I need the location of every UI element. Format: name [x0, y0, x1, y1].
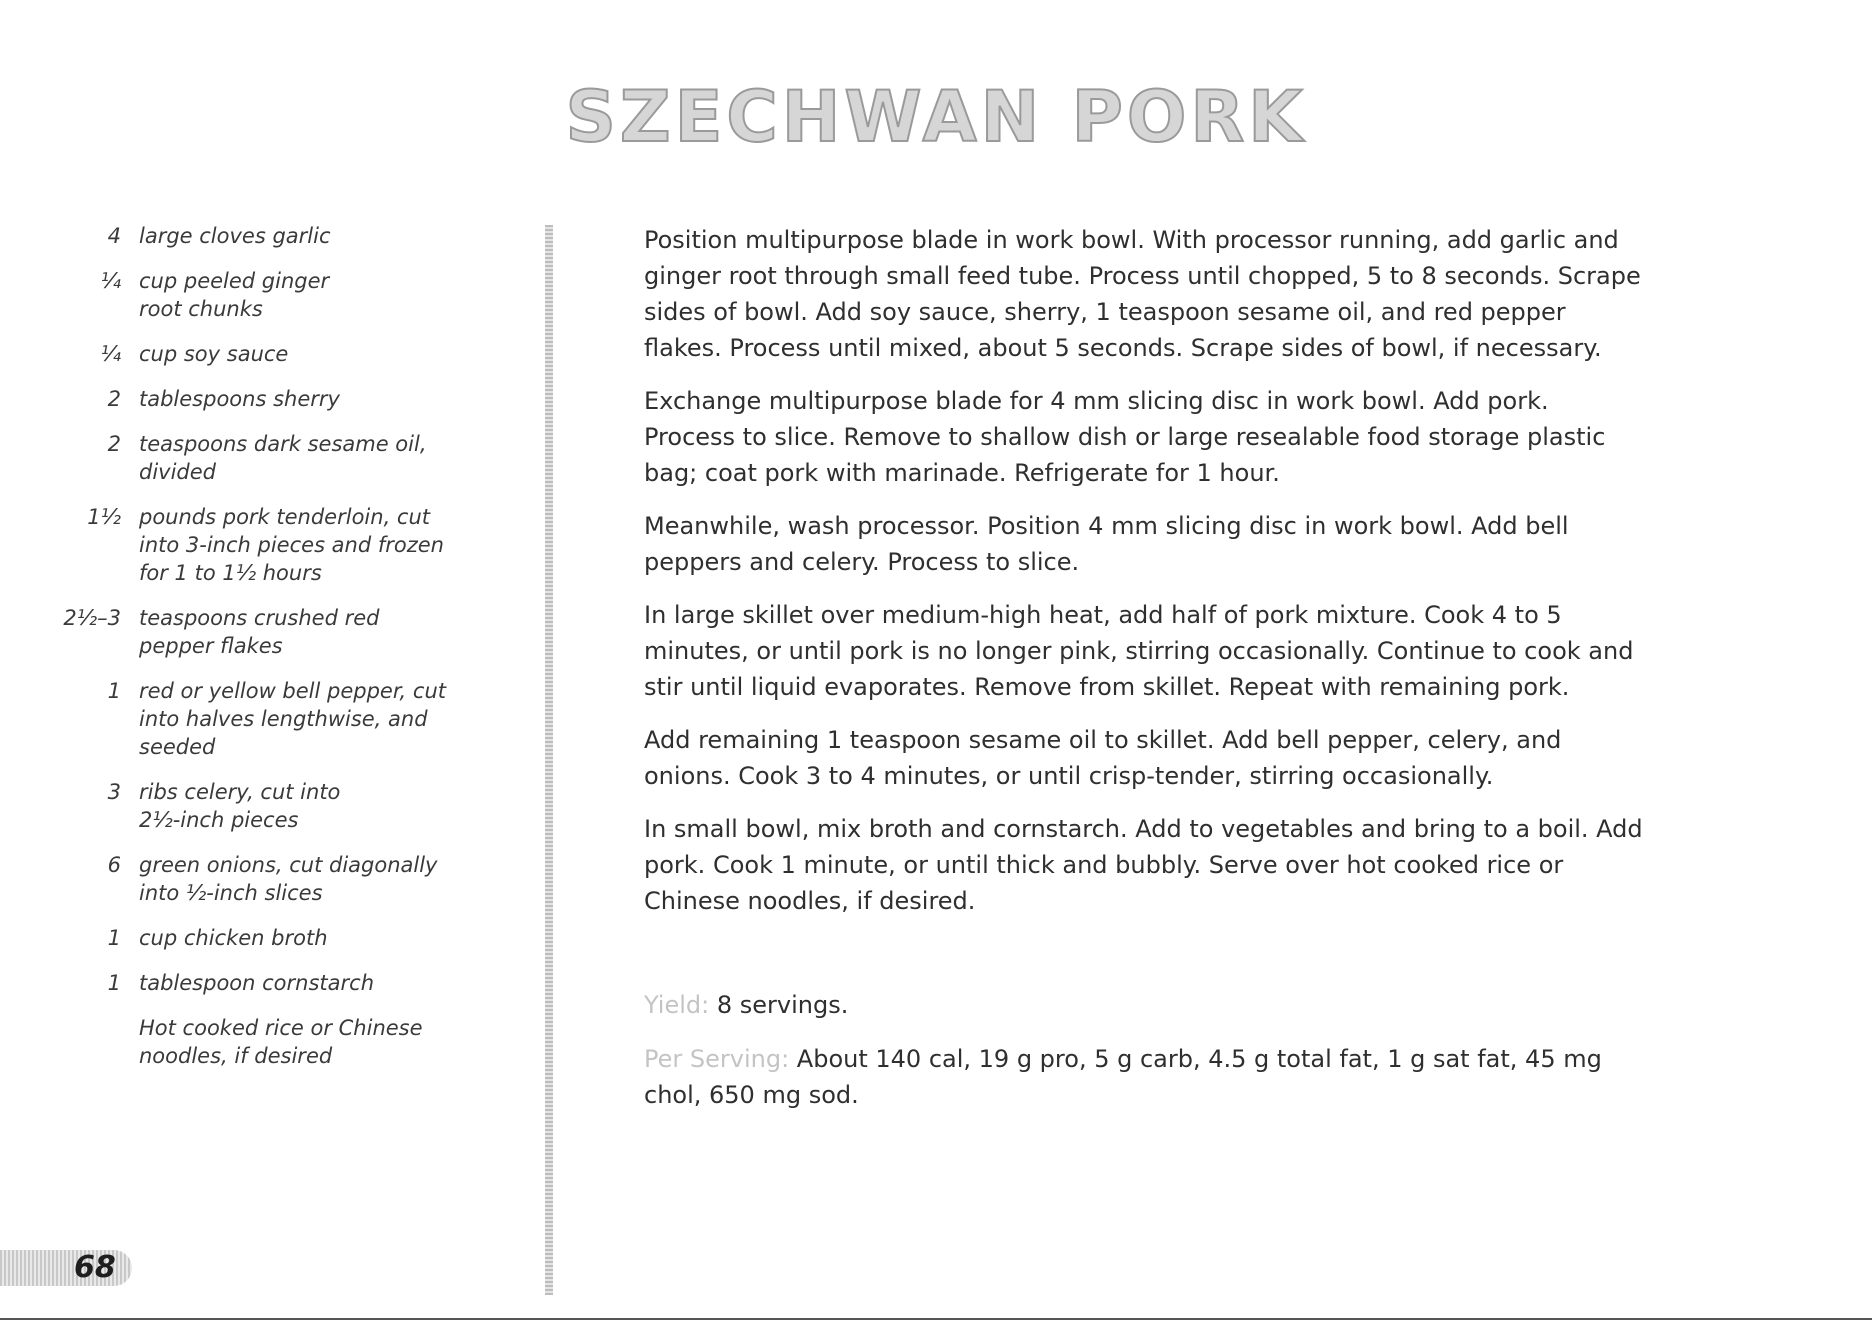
ingredient-quantity: 1½: [87, 505, 121, 529]
directions: [644, 222, 1644, 936]
direction-step: Meanwhile, wash processor. Position 4 mm slicing disc in work bowl. Add bell peppers and celery. Process to slice.: [644, 512, 1569, 576]
ingredient-text: teaspoons dark sesame oil, divided: [139, 432, 427, 484]
ingredient-row: [60, 924, 480, 952]
ingredient-text: tablespoon cornstarch: [139, 971, 375, 995]
ingredient-text: tablespoons sherry: [139, 387, 340, 411]
column-divider: [545, 225, 553, 1295]
ingredient-row: [60, 430, 480, 486]
ingredient-quantity: 4: [107, 224, 121, 248]
direction-step: Add remaining 1 teaspoon sesame oil to skillet. Add bell pepper, celery, and onions. Cook 3 to 4 minutes, or until crisp-tender, stirring occasionally.: [644, 726, 1562, 790]
direction-step: Exchange multipurpose blade for 4 mm slicing disc in work bowl. Add pork. Process to slice. Remove to shallow dish or large resealable food storage plastic bag; coat pork with marinade. Refrigerate for 1 hour.: [644, 387, 1606, 487]
ingredient-row: [60, 778, 480, 834]
per-serving-label: Per Serving:: [644, 1045, 790, 1073]
direction-step: In small bowl, mix broth and cornstarch. Add to vegetables and bring to a boil. Add pork. Cook 1 minute, or until thick and bubbly. Serve over hot cooked rice or Chinese noodles, if desired.: [644, 815, 1643, 915]
ingredient-text: cup soy sauce: [139, 342, 289, 366]
ingredient-quantity: 6: [107, 853, 121, 877]
ingredient-text: ribs celery, cut into 2½-inch pieces: [139, 780, 341, 832]
ingredient-quantity: 2: [107, 432, 121, 456]
page-number: 68: [74, 1250, 116, 1285]
nutrition-per-serving: [644, 1041, 1644, 1113]
ingredient-list: [60, 222, 480, 1087]
ingredient-row: [60, 1014, 480, 1070]
direction-step: In large skillet over medium-high heat, add half of pork mixture. Cook 4 to 5 minutes, or until pork is no longer pink, stirring occasionally. Continue to cook and stir until liquid evaporates. Remove from skillet. Repeat with remaining pork.: [644, 601, 1634, 701]
per-serving-value: About 140 cal, 19 g pro, 5 g carb, 4.5 g total fat, 1 g sat fat, 45 mg chol, 650 mg sod.: [644, 1045, 1602, 1109]
ingredient-text: Hot cooked rice or Chinese noodles, if desired: [139, 1016, 423, 1068]
ingredient-quantity: 1: [107, 971, 121, 995]
ingredient-text: green onions, cut diagonally into ½-inch slices: [139, 853, 438, 905]
ingredient-row: [60, 340, 480, 368]
ingredient-row: [60, 267, 480, 323]
ingredient-row: [60, 604, 480, 660]
ingredient-row: [60, 851, 480, 907]
ingredient-text: cup peeled ginger root chunks: [139, 269, 330, 321]
ingredient-quantity: 1: [107, 926, 121, 950]
ingredient-quantity: 2: [107, 387, 121, 411]
ingredient-quantity: ¼: [100, 269, 121, 293]
ingredient-row: [60, 503, 480, 587]
yield: [644, 987, 848, 1023]
ingredient-row: [60, 222, 480, 250]
yield-label: Yield:: [644, 991, 710, 1019]
ingredient-row: [60, 677, 480, 761]
direction-step: Position multipurpose blade in work bowl. With processor running, add garlic and ginger root through small feed tube. Process until chopped, 5 to 8 seconds. Scrape sides of bowl. Add soy sauce, sherry, 1 teaspoon sesame oil, and red pepper flakes. Process until mixed, about 5 seconds. Scrape sides of bowl, if necessary.: [644, 226, 1641, 362]
ingredient-text: large cloves garlic: [139, 224, 331, 248]
ingredient-text: pounds pork tenderloin, cut into 3-inch pieces and frozen for 1 to 1½ hours: [139, 505, 444, 585]
ingredient-text: red or yellow bell pepper, cut into halves lengthwise, and seeded: [139, 679, 447, 759]
ingredient-quantity: 2½–3: [63, 606, 121, 630]
ingredient-quantity: 3: [107, 780, 121, 804]
ingredient-quantity: ¼: [100, 342, 121, 366]
ingredient-quantity: 1: [107, 679, 121, 703]
yield-value: 8 servings.: [716, 991, 849, 1019]
ingredient-row: [60, 969, 480, 997]
page-title: SZECHWAN PORK: [565, 76, 1307, 158]
ingredient-text: cup chicken broth: [139, 926, 328, 950]
ingredient-row: [60, 385, 480, 413]
ingredient-text: teaspoons crushed red pepper flakes: [139, 606, 380, 658]
bottom-rule: [0, 1318, 1872, 1320]
